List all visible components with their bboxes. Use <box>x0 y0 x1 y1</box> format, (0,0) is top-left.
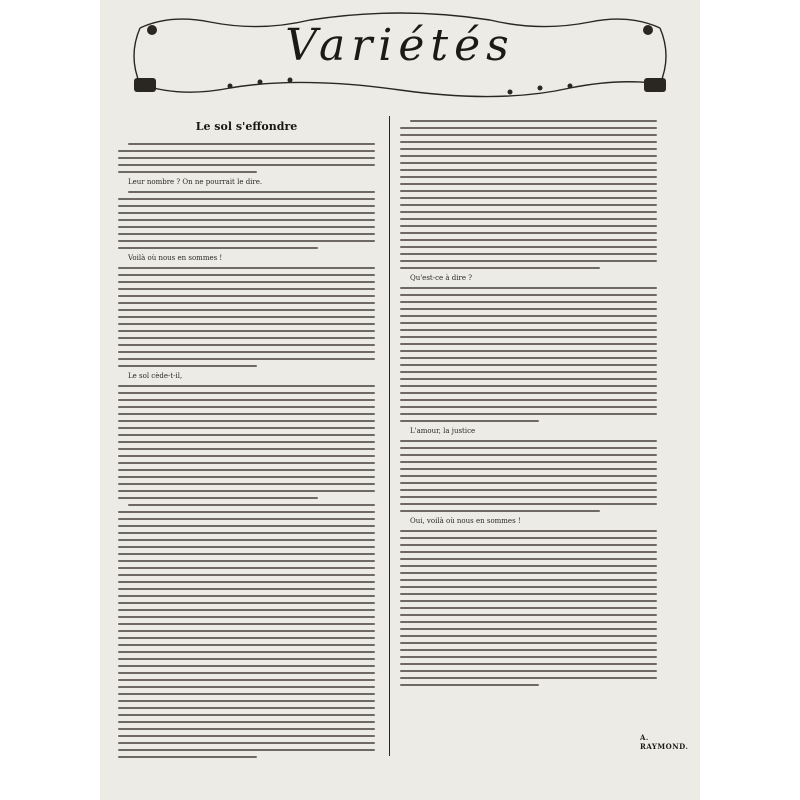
text-block-7 <box>400 287 657 422</box>
urn-right-icon <box>644 78 666 92</box>
legible-phrase: Leur nombre ? On ne pourrait le dire. <box>128 178 263 186</box>
article-title: Le sol s'effondre <box>195 120 298 133</box>
text-block-2 <box>118 191 375 249</box>
legible-phrase: Oui, voilà où nous en sommes ! <box>410 517 521 525</box>
legible-phrase: L'amour, la justice <box>410 427 476 435</box>
banner-garland-bottom <box>140 82 660 97</box>
text-block-9 <box>400 530 657 686</box>
text-block-5 <box>118 504 375 758</box>
right-column <box>400 120 657 691</box>
legible-phrase: Le sol cède-t-il, <box>128 372 183 380</box>
legible-phrase: Qu'est-ce à dire ? <box>410 274 472 282</box>
text-block-6 <box>400 120 657 269</box>
text-block-3 <box>118 267 375 367</box>
newspaper-page <box>100 0 700 800</box>
author-signature: A. RAYMOND. <box>640 733 689 751</box>
legible-phrase: Voilà où nous en sommes ! <box>128 254 223 262</box>
column-divider <box>389 116 390 756</box>
left-column <box>118 120 375 763</box>
urn-left-icon <box>134 78 156 92</box>
masthead-title: Variétés <box>285 20 515 71</box>
text-block-4 <box>118 385 375 499</box>
text-block-1 <box>118 143 375 173</box>
text-block-8 <box>400 440 657 512</box>
